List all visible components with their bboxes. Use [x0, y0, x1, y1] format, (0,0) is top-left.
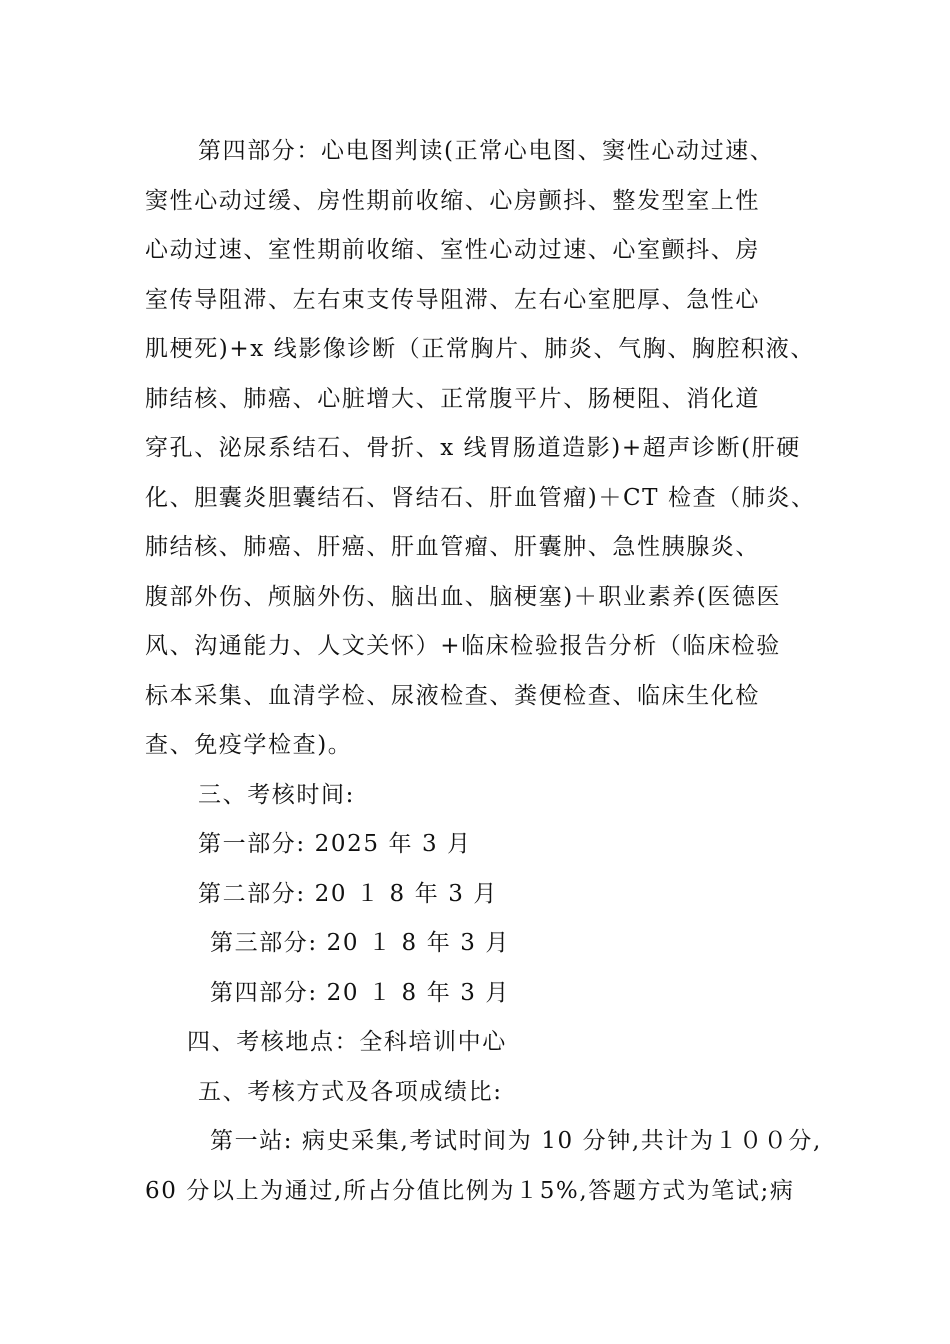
- paragraph-line: 第一站: 病史采集,考试时间为 10 分钟,共计为１００分,: [210, 1128, 822, 1154]
- paragraph-line: 心动过速、室性期前收缩、室性心动过速、心室颤抖、房: [145, 237, 760, 263]
- paragraph-line: 室传导阻滞、左右束支传导阻滞、左右心室肥厚、急性心: [145, 287, 760, 313]
- paragraph-line: 风、沟通能力、人文关怀）+临床检验报告分析（临床检验: [145, 633, 781, 659]
- paragraph-line: 60 分以上为通过,所占分值比例为１5%,答题方式为笔试;病: [145, 1178, 795, 1204]
- schedule-item: 第一部分: 2025 年 3 月: [198, 831, 472, 857]
- paragraph-line: 窦性心动过缓、房性期前收缩、心房颤抖、整发型室上性: [145, 188, 760, 214]
- section-heading-location: 四、考核地点：全科培训中心: [187, 1029, 507, 1055]
- schedule-item: 第三部分: 20 １ 8 年 3 月: [210, 930, 510, 956]
- schedule-item: 第二部分: 20 １ 8 年 3 月: [198, 881, 498, 907]
- section-heading-method: 五、考核方式及各项成绩比:: [198, 1079, 503, 1105]
- paragraph-line: 肺结核、肺癌、肝癌、肝血管瘤、肝囊肿、急性胰腺炎、: [145, 534, 760, 560]
- paragraph-line: 穿孔、泌尿系结石、骨折、x 线胃肠道造影)+超声诊断(肝硬: [145, 435, 801, 461]
- paragraph-line: 化、胆囊炎胆囊结石、肾结石、肝血管瘤)＋CT 检查（肺炎、: [145, 485, 816, 511]
- paragraph-line: 查、免疫学检查)。: [145, 732, 353, 758]
- section-heading-schedule: 三、考核时间:: [198, 782, 355, 808]
- paragraph-line: 肌梗死)+x 线影像诊断（正常胸片、肺炎、气胸、胸腔积液、: [145, 336, 815, 362]
- paragraph-line: 肺结核、肺癌、心脏增大、正常腹平片、肠梗阻、消化道: [145, 386, 760, 412]
- schedule-item: 第四部分: 20 １ 8 年 3 月: [210, 980, 510, 1006]
- paragraph-line: 第四部分：心电图判读(正常心电图、窦性心动过速、: [198, 138, 775, 164]
- paragraph-line: 腹部外伤、颅脑外伤、脑出血、脑梗塞)＋职业素养(医德医: [145, 584, 782, 610]
- paragraph-line: 标本采集、血清学检、尿液检查、粪便检查、临床生化检: [145, 683, 760, 709]
